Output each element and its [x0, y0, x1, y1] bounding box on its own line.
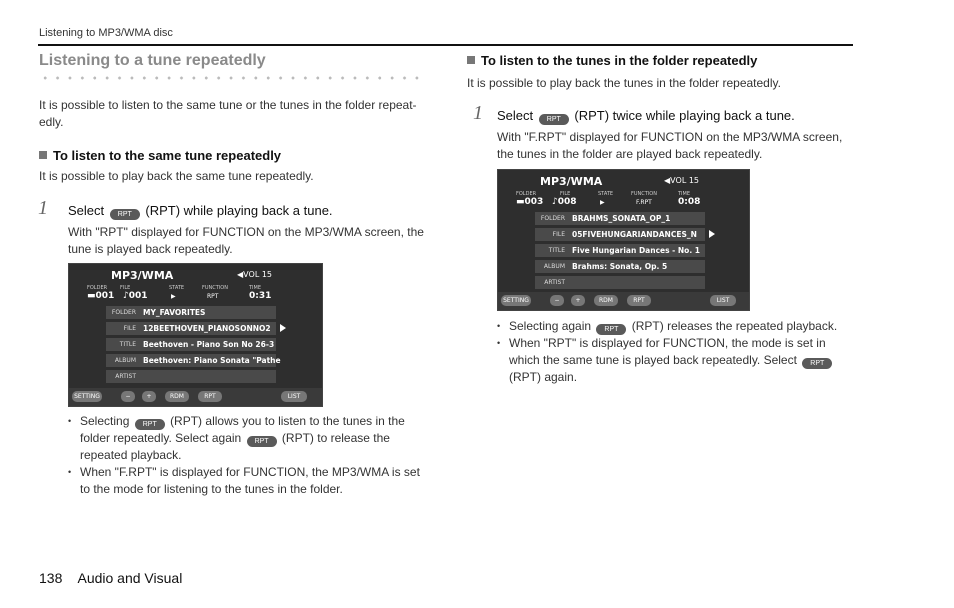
rpt-button-icon: RPT	[802, 358, 832, 369]
dotted-divider	[39, 75, 424, 81]
page-number: 138	[39, 570, 63, 586]
step-text-post: (RPT) twice while playing back a tune.	[574, 108, 795, 123]
function-value: F.RPT	[636, 199, 652, 206]
row-label: ALBUM	[543, 263, 565, 270]
square-bullet-icon	[467, 56, 475, 64]
row-value: 12BEETHOVEN_PIANOSONNO2	[143, 324, 271, 333]
rpt-button[interactable]: RPT	[198, 391, 222, 402]
subheading-same-tune	[39, 148, 281, 163]
row-label: TITLE	[548, 247, 565, 254]
function-value: RPT	[207, 293, 219, 300]
step-number: 1	[473, 102, 483, 124]
rdm-button[interactable]: RDM	[594, 295, 618, 306]
label-folder: FOLDER	[87, 285, 108, 291]
file-number: 001	[128, 291, 148, 301]
running-header: Listening to MP3/WMA disc	[39, 27, 173, 39]
list-button[interactable]: LIST	[281, 391, 307, 402]
note-item	[497, 335, 842, 386]
note-text: (RPT) allows you to listen to the tunes in the folder repeatedly. Select again	[80, 414, 405, 445]
screen-title: MP3/WMA	[111, 269, 174, 282]
label-function: FUNCTION	[631, 191, 657, 197]
label-state: STATE	[598, 191, 614, 197]
row-label: ALBUM	[114, 357, 136, 364]
subheading-intro: It is possible to play back the same tune repeatedly.	[39, 169, 314, 183]
folder-number: 001	[95, 291, 115, 301]
rdm-button[interactable]: RDM	[165, 391, 189, 402]
play-arrow-icon	[280, 324, 286, 332]
row-album	[106, 354, 281, 367]
setting-button[interactable]: SETTING	[72, 391, 102, 402]
left-notes	[68, 413, 428, 498]
volume-value: 15	[261, 270, 272, 279]
rpt-button-icon: RPT	[110, 209, 140, 220]
volume-down-button[interactable]: −	[121, 391, 135, 402]
step-instruction	[497, 108, 795, 125]
subheading-folder	[467, 53, 757, 68]
row-title	[106, 338, 276, 351]
screen-button-bar	[498, 292, 749, 310]
file-number: 008	[557, 197, 577, 207]
note-text: When "RPT" is displayed for FUNCTION, the mode is set in which the same tune is played back repeatedly. Select	[509, 336, 826, 367]
row-title	[535, 244, 705, 257]
label-file: FILE	[120, 285, 131, 291]
label-time: TIME	[249, 285, 262, 291]
label-folder: FOLDER	[516, 191, 537, 197]
volume-up-button[interactable]: +	[142, 391, 156, 402]
rpt-button[interactable]: RPT	[627, 295, 651, 306]
square-bullet-icon	[39, 151, 47, 159]
row-label: FOLDER	[111, 309, 136, 316]
screen-title: MP3/WMA	[540, 175, 603, 188]
list-button[interactable]: LIST	[710, 295, 736, 306]
step-text-pre: Select	[68, 203, 105, 218]
step-text-post: (RPT) while playing back a tune.	[145, 203, 333, 218]
label-function: FUNCTION	[202, 285, 228, 291]
volume-down-button[interactable]: −	[550, 295, 564, 306]
note-item: • When "F.RPT" is displayed for FUNCTION, the MP3/WMA is set to the mode for listening to the tunes in the folder.	[68, 464, 428, 498]
step-note: With "F.RPT" displayed for FUNCTION on the MP3/WMA screen, the tunes in the folder are played back repeatedly.	[497, 130, 843, 161]
rpt-button-icon: RPT	[247, 436, 277, 447]
screen-button-bar	[69, 388, 322, 406]
time-value: 0:31	[249, 291, 272, 301]
note-text: Selecting again	[509, 319, 592, 333]
row-label: ARTIST	[115, 373, 136, 380]
label-time: TIME	[678, 191, 691, 197]
volume-indicator: ◀VOL 15	[664, 176, 699, 185]
page-footer	[39, 570, 182, 586]
row-label: TITLE	[119, 341, 136, 348]
row-label: FILE	[123, 325, 136, 332]
note-text: (RPT) releases the repeated playback.	[631, 319, 838, 333]
row-value: Beethoven: Piano Sonata "Pathe	[143, 356, 281, 365]
chapter-name: Audio and Visual	[77, 570, 183, 586]
step-note: With "RPT" displayed for FUNCTION on the MP3/WMA screen, the tune is played back repeatedly.	[68, 225, 424, 256]
label-state: STATE	[169, 285, 185, 291]
rpt-button-icon: RPT	[135, 419, 165, 430]
note-text: (RPT) to release the repeated playback.	[80, 431, 390, 462]
right-notes	[497, 318, 842, 386]
mp3-screen-folder: MP3/WMA ◀VOL 15 FOLDER FILE STATE FUNCTION TIME ▬ 003 ♪ 008 ▶ F.RPT 0:08 FOLDER BRAHMS_SONATA_OP_1 FILE 05FIVEHUNGARIANDANCES_N TITLE Five Hungarian Dances - No. 1 ALBUM Brahms: Sonata, Op. 5 ARTIST SETTING − + RDM RPT LIST	[497, 169, 750, 311]
row-value: Five Hungarian Dances - No. 1	[572, 246, 701, 255]
folder-number: 003	[524, 197, 544, 207]
row-value: BRAHMS_SONATA_OP_1	[572, 214, 671, 223]
row-file[interactable]	[535, 228, 705, 241]
volume-value: 15	[688, 176, 699, 185]
section-intro: It is possible to listen to the same tune or the tunes in the folder repeat-edly.	[39, 98, 417, 129]
time-value: 0:08	[678, 197, 701, 207]
header-rule	[38, 44, 853, 46]
volume-indicator: ◀VOL 15	[237, 270, 272, 279]
row-value: Beethoven - Piano Son No 26-3	[143, 340, 275, 349]
mp3-screen-same-tune: MP3/WMA ◀VOL 15 FOLDER FILE STATE FUNCTION TIME ▬ 001 ♪ 001 ▶ RPT 0:31 FOLDER MY_FAVORITES FILE 12BEETHOVEN_PIANOSONNO2 TITLE Beethoven - Piano Son No 26-3 ALBUM Beethoven: Piano Sonata "Pathe ARTIST SETTING − + RDM RPT LIST	[68, 263, 323, 407]
state-value: ▶	[171, 293, 176, 300]
step-number: 1	[38, 197, 48, 219]
subheading-text: To listen to the tunes in the folder repeatedly	[481, 53, 758, 68]
row-label: ARTIST	[544, 279, 565, 286]
label-file: FILE	[560, 191, 571, 197]
play-arrow-icon	[709, 230, 715, 238]
row-value: MY_FAVORITES	[143, 308, 206, 317]
row-value: Brahms: Sonata, Op. 5	[572, 262, 668, 271]
row-artist	[106, 370, 276, 383]
subheading-text: To listen to the same tune repeatedly	[53, 148, 282, 163]
row-file[interactable]	[106, 322, 276, 335]
section-title: Listening to a tune repeatedly	[39, 52, 266, 69]
setting-button[interactable]: SETTING	[501, 295, 531, 306]
step-instruction	[68, 203, 333, 220]
volume-up-button[interactable]: +	[571, 295, 585, 306]
step-text-pre: Select	[497, 108, 534, 123]
row-label: FOLDER	[540, 215, 565, 222]
row-folder	[106, 306, 276, 319]
row-album	[535, 260, 705, 273]
note-item	[497, 318, 842, 335]
note-item	[68, 413, 428, 464]
rpt-button-icon: RPT	[539, 114, 569, 125]
state-value: ▶	[600, 199, 605, 206]
rpt-button-icon: RPT	[596, 324, 626, 335]
note-text: Selecting	[80, 414, 130, 428]
row-label: FILE	[552, 231, 565, 238]
row-artist	[535, 276, 705, 289]
subheading-intro: It is possible to play back the tunes in the folder repeatedly.	[467, 76, 781, 90]
row-folder	[535, 212, 705, 225]
note-text: (RPT) again.	[509, 370, 578, 384]
row-value: 05FIVEHUNGARIANDANCES_N	[572, 230, 697, 239]
